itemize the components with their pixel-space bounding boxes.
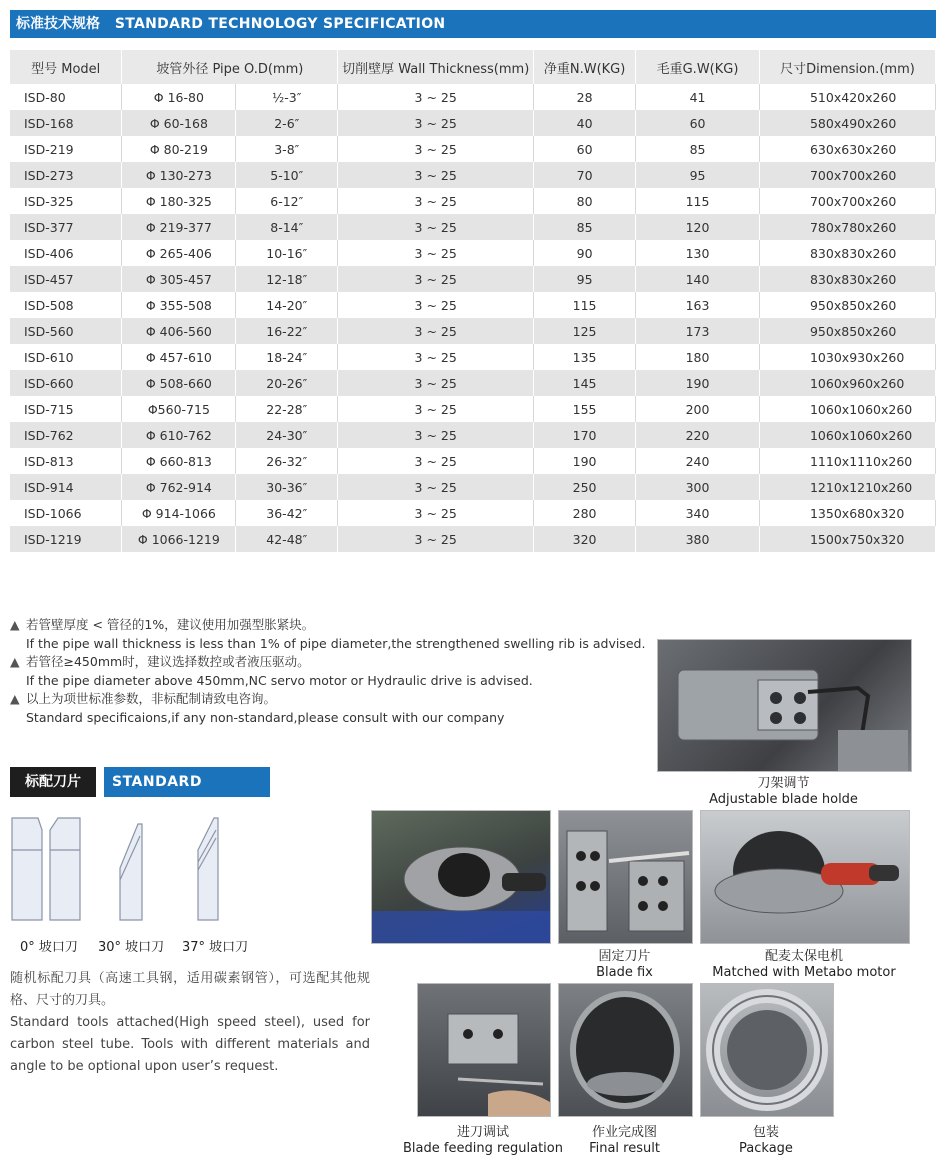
table-cell: 3 ~ 25 — [338, 318, 534, 344]
table-row — [10, 136, 936, 162]
table-cell: ISD-168 — [10, 110, 122, 136]
blade-fix-illustration — [559, 811, 692, 943]
blade-30-degree-icon — [120, 824, 142, 920]
caption-blade-feeding — [385, 1125, 581, 1157]
table-cell: 340 — [636, 500, 760, 526]
note-en: If the pipe wall thickness is less than 1% of pipe diameter,the strengthened swelling rib is advised. — [26, 635, 646, 651]
table-row — [10, 214, 936, 240]
photo-final-result — [558, 983, 693, 1117]
table-cell: 20-26″ — [236, 370, 338, 396]
table-cell: 36-42″ — [236, 500, 338, 526]
table-cell: 135 — [534, 344, 636, 370]
table-cell: 320 — [534, 526, 636, 552]
table-cell: ISD-914 — [10, 474, 122, 500]
table-cell: 3 ~ 25 — [338, 162, 534, 188]
table-cell: 580x490x260 — [759, 110, 935, 136]
table-cell: ½-3″ — [236, 84, 338, 110]
table-row — [10, 526, 936, 552]
caption-en: Adjustable blade holde — [709, 792, 858, 807]
blades-description — [10, 968, 370, 1078]
table-cell: 6-12″ — [236, 188, 338, 214]
table-row — [10, 500, 936, 526]
table-cell: 14-20″ — [236, 292, 338, 318]
table-cell: Φ 16-80 — [122, 84, 236, 110]
table-cell: 16-22″ — [236, 318, 338, 344]
note-item — [10, 616, 660, 653]
table-cell: 170 — [534, 422, 636, 448]
table-cell: 1210x1210x260 — [759, 474, 935, 500]
blade-drawings — [8, 810, 248, 928]
header-dimension: 尺寸Dimension.(mm) — [759, 50, 935, 84]
table-cell: 220 — [636, 422, 760, 448]
caption-en: Package — [739, 1141, 793, 1156]
table-cell: 190 — [534, 448, 636, 474]
table-cell: 240 — [636, 448, 760, 474]
table-row — [10, 422, 936, 448]
table-row — [10, 188, 936, 214]
table-cell: ISD-660 — [10, 370, 122, 396]
table-row — [10, 162, 936, 188]
table-cell: 12-18″ — [236, 266, 338, 292]
blade-label-0: 0° 坡口刀 — [20, 940, 78, 955]
table-row — [10, 84, 936, 110]
table-cell: ISD-273 — [10, 162, 122, 188]
table-cell: 3 ~ 25 — [338, 396, 534, 422]
table-cell: 90 — [534, 240, 636, 266]
table-cell: 3 ~ 25 — [338, 474, 534, 500]
final-result-illustration — [559, 984, 692, 1116]
table-cell: 22-28″ — [236, 396, 338, 422]
table-cell: ISD-219 — [10, 136, 122, 162]
table-cell: ISD-1219 — [10, 526, 122, 552]
table-cell: 780x780x260 — [759, 214, 935, 240]
note-cn: 以上为项世标准参数，非标配制请致电咨询。 — [26, 691, 277, 706]
table-cell: 380 — [636, 526, 760, 552]
photo-machine-on-pipe — [371, 810, 551, 944]
note-item — [10, 690, 660, 727]
table-cell: 3 ~ 25 — [338, 84, 534, 110]
table-cell: 510x420x260 — [759, 84, 935, 110]
blade-feeding-illustration — [418, 984, 550, 1116]
spec-header-row — [10, 50, 936, 84]
header-wall-thickness: 切削壁厚 Wall Thickness(mm) — [338, 50, 534, 84]
blade-0-degree-icon — [12, 818, 80, 920]
table-cell: Φ 508-660 — [122, 370, 236, 396]
blade-37-degree-icon — [198, 818, 218, 920]
table-cell: ISD-715 — [10, 396, 122, 422]
table-cell: 10-16″ — [236, 240, 338, 266]
spec-section-header — [10, 10, 936, 38]
table-row — [10, 344, 936, 370]
table-cell: Φ 457-610 — [122, 344, 236, 370]
table-cell: Φ 130-273 — [122, 162, 236, 188]
table-cell: Φ 305-457 — [122, 266, 236, 292]
table-cell: 173 — [636, 318, 760, 344]
table-cell: 180 — [636, 344, 760, 370]
table-cell: 120 — [636, 214, 760, 240]
table-cell: Φ 762-914 — [122, 474, 236, 500]
metabo-motor-illustration — [701, 811, 909, 943]
blade-label-37: 37° 坡口刀 — [182, 940, 249, 955]
table-cell: Φ 1066-1219 — [122, 526, 236, 552]
table-cell: 250 — [534, 474, 636, 500]
caption-en: Blade fix — [596, 965, 653, 980]
notes-block — [10, 616, 660, 727]
photo-adjustable-blade-holder — [657, 639, 912, 772]
triangle-bullet-icon: ▲ — [10, 617, 20, 632]
table-cell: Φ 265-406 — [122, 240, 236, 266]
caption-en: Blade feeding regulation — [403, 1141, 563, 1156]
table-row — [10, 110, 936, 136]
caption-metabo-motor — [700, 949, 908, 981]
spec-title-en: STANDARD TECHNOLOGY SPECIFICATION — [114, 16, 446, 32]
table-cell: ISD-610 — [10, 344, 122, 370]
table-cell: ISD-813 — [10, 448, 122, 474]
header-pipe-od: 坡管外径 Pipe O.D(mm) — [122, 50, 338, 84]
blade-holder-illustration — [658, 640, 911, 771]
table-cell: 95 — [534, 266, 636, 292]
table-cell: 70 — [534, 162, 636, 188]
table-cell: 1060x960x260 — [759, 370, 935, 396]
table-cell: 8-14″ — [236, 214, 338, 240]
photo-metabo-motor — [700, 810, 910, 944]
table-cell: 3 ~ 25 — [338, 422, 534, 448]
caption-blade-fix — [558, 949, 691, 981]
caption-final-result — [558, 1125, 691, 1157]
table-cell: 3 ~ 25 — [338, 292, 534, 318]
table-cell: ISD-406 — [10, 240, 122, 266]
table-cell: 42-48″ — [236, 526, 338, 552]
table-cell: 3 ~ 25 — [338, 136, 534, 162]
table-cell: 3 ~ 25 — [338, 500, 534, 526]
table-row — [10, 448, 936, 474]
table-cell: ISD-1066 — [10, 500, 122, 526]
table-cell: 3 ~ 25 — [338, 526, 534, 552]
table-row — [10, 474, 936, 500]
table-cell: Φ 355-508 — [122, 292, 236, 318]
table-cell: 2-6″ — [236, 110, 338, 136]
blades-title-cn: 标配刀片 — [10, 767, 96, 797]
table-cell: Φ 60-168 — [122, 110, 236, 136]
table-cell: 145 — [534, 370, 636, 396]
table-row — [10, 266, 936, 292]
table-cell: 200 — [636, 396, 760, 422]
table-cell: 3 ~ 25 — [338, 214, 534, 240]
table-cell: ISD-508 — [10, 292, 122, 318]
table-cell: 60 — [636, 110, 760, 136]
table-cell: 24-30″ — [236, 422, 338, 448]
spec-title-cn: 标准技术规格 — [16, 16, 100, 32]
table-cell: 28 — [534, 84, 636, 110]
table-cell: 41 — [636, 84, 760, 110]
photo-package — [700, 983, 834, 1117]
table-cell: 3 ~ 25 — [338, 370, 534, 396]
table-cell: 60 — [534, 136, 636, 162]
table-cell: Φ 660-813 — [122, 448, 236, 474]
note-en: Standard specificaions,if any non-standard,please consult with our company — [26, 709, 505, 725]
table-cell: 80 — [534, 188, 636, 214]
table-cell: 190 — [636, 370, 760, 396]
table-cell: 700x700x260 — [759, 188, 935, 214]
table-row — [10, 370, 936, 396]
table-cell: 950x850x260 — [759, 292, 935, 318]
table-cell: 830x830x260 — [759, 266, 935, 292]
table-cell: 30-36″ — [236, 474, 338, 500]
triangle-bullet-icon: ▲ — [10, 691, 20, 706]
table-cell: 3 ~ 25 — [338, 110, 534, 136]
note-item — [10, 653, 660, 690]
table-cell: 3 ~ 25 — [338, 344, 534, 370]
triangle-bullet-icon: ▲ — [10, 654, 20, 669]
blades-title-en: STANDARD BLADES — [104, 767, 270, 797]
table-cell: 1110x1110x260 — [759, 448, 935, 474]
header-gross-weight: 毛重G.W(KG) — [636, 50, 760, 84]
header-net-weight: 净重N.W(KG) — [534, 50, 636, 84]
table-cell: 115 — [636, 188, 760, 214]
table-cell: Φ 406-560 — [122, 318, 236, 344]
table-cell: Φ 80-219 — [122, 136, 236, 162]
header-model: 型号 Model — [10, 50, 122, 84]
spec-table — [10, 50, 936, 552]
table-cell: 130 — [636, 240, 760, 266]
blades-desc-en: Standard tools attached(High speed steel), used for carbon steel tube. Tools with different materials and angle to be optional upon user’s request. — [10, 1015, 370, 1074]
table-cell: 1500x750x320 — [759, 526, 935, 552]
caption-cn: 进刀调试 — [456, 1125, 509, 1140]
package-illustration — [701, 984, 833, 1116]
table-cell: 40 — [534, 110, 636, 136]
photo-blade-fix — [558, 810, 693, 944]
caption-adjustable-blade-holder — [657, 776, 910, 808]
caption-en: Final result — [589, 1141, 660, 1156]
table-cell: 18-24″ — [236, 344, 338, 370]
table-cell: 115 — [534, 292, 636, 318]
note-en: If the pipe diameter above 450mm,NC servo motor or Hydraulic drive is advised. — [26, 672, 533, 688]
table-cell: ISD-762 — [10, 422, 122, 448]
table-cell: 830x830x260 — [759, 240, 935, 266]
table-cell: 3-8″ — [236, 136, 338, 162]
table-cell: Φ560-715 — [122, 396, 236, 422]
table-cell: 125 — [534, 318, 636, 344]
table-cell: ISD-457 — [10, 266, 122, 292]
blades-desc-cn: 随机标配刀具（高速工具钢，适用碳素钢管），可选配其他规格、尺寸的刀具。 — [10, 971, 370, 1008]
table-cell: 163 — [636, 292, 760, 318]
photo-blade-feeding — [417, 983, 551, 1117]
table-cell: 280 — [534, 500, 636, 526]
table-cell: 3 ~ 25 — [338, 448, 534, 474]
table-cell: 630x630x260 — [759, 136, 935, 162]
table-cell: Φ 180-325 — [122, 188, 236, 214]
table-cell: 5-10″ — [236, 162, 338, 188]
table-cell: 155 — [534, 396, 636, 422]
caption-cn: 作业完成图 — [591, 1125, 657, 1140]
caption-cn: 刀架调节 — [757, 776, 810, 791]
table-row — [10, 318, 936, 344]
table-cell: 85 — [636, 136, 760, 162]
table-cell: 140 — [636, 266, 760, 292]
caption-en: Matched with Metabo motor — [712, 965, 896, 980]
note-cn: 若管壁厚度 < 管径的1%，建议使用加强型胀紧块。 — [26, 617, 315, 632]
caption-cn: 固定刀片 — [598, 949, 651, 964]
table-cell: ISD-560 — [10, 318, 122, 344]
table-cell: 950x850x260 — [759, 318, 935, 344]
machine-illustration — [372, 811, 550, 943]
table-cell: 1060x1060x260 — [759, 422, 935, 448]
caption-package — [700, 1125, 832, 1157]
table-cell: Φ 219-377 — [122, 214, 236, 240]
table-cell: Φ 610-762 — [122, 422, 236, 448]
blade-label-30: 30° 坡口刀 — [98, 940, 165, 955]
table-cell: ISD-80 — [10, 84, 122, 110]
caption-cn: 包装 — [752, 1125, 779, 1140]
table-cell: 1060x1060x260 — [759, 396, 935, 422]
table-cell: ISD-377 — [10, 214, 122, 240]
table-cell: 700x700x260 — [759, 162, 935, 188]
table-cell: 85 — [534, 214, 636, 240]
table-cell: 3 ~ 25 — [338, 266, 534, 292]
table-cell: ISD-325 — [10, 188, 122, 214]
table-row — [10, 396, 936, 422]
table-row — [10, 240, 936, 266]
table-cell: Φ 914-1066 — [122, 500, 236, 526]
table-cell: 26-32″ — [236, 448, 338, 474]
table-cell: 1030x930x260 — [759, 344, 935, 370]
table-cell: 3 ~ 25 — [338, 240, 534, 266]
table-cell: 95 — [636, 162, 760, 188]
caption-cn: 配麦太保电机 — [764, 949, 843, 964]
table-cell: 300 — [636, 474, 760, 500]
table-cell: 1350x680x320 — [759, 500, 935, 526]
note-cn: 若管径≥450mm时，建议选择数控或者液压驱动。 — [26, 654, 310, 669]
table-cell: 3 ~ 25 — [338, 188, 534, 214]
table-row — [10, 292, 936, 318]
